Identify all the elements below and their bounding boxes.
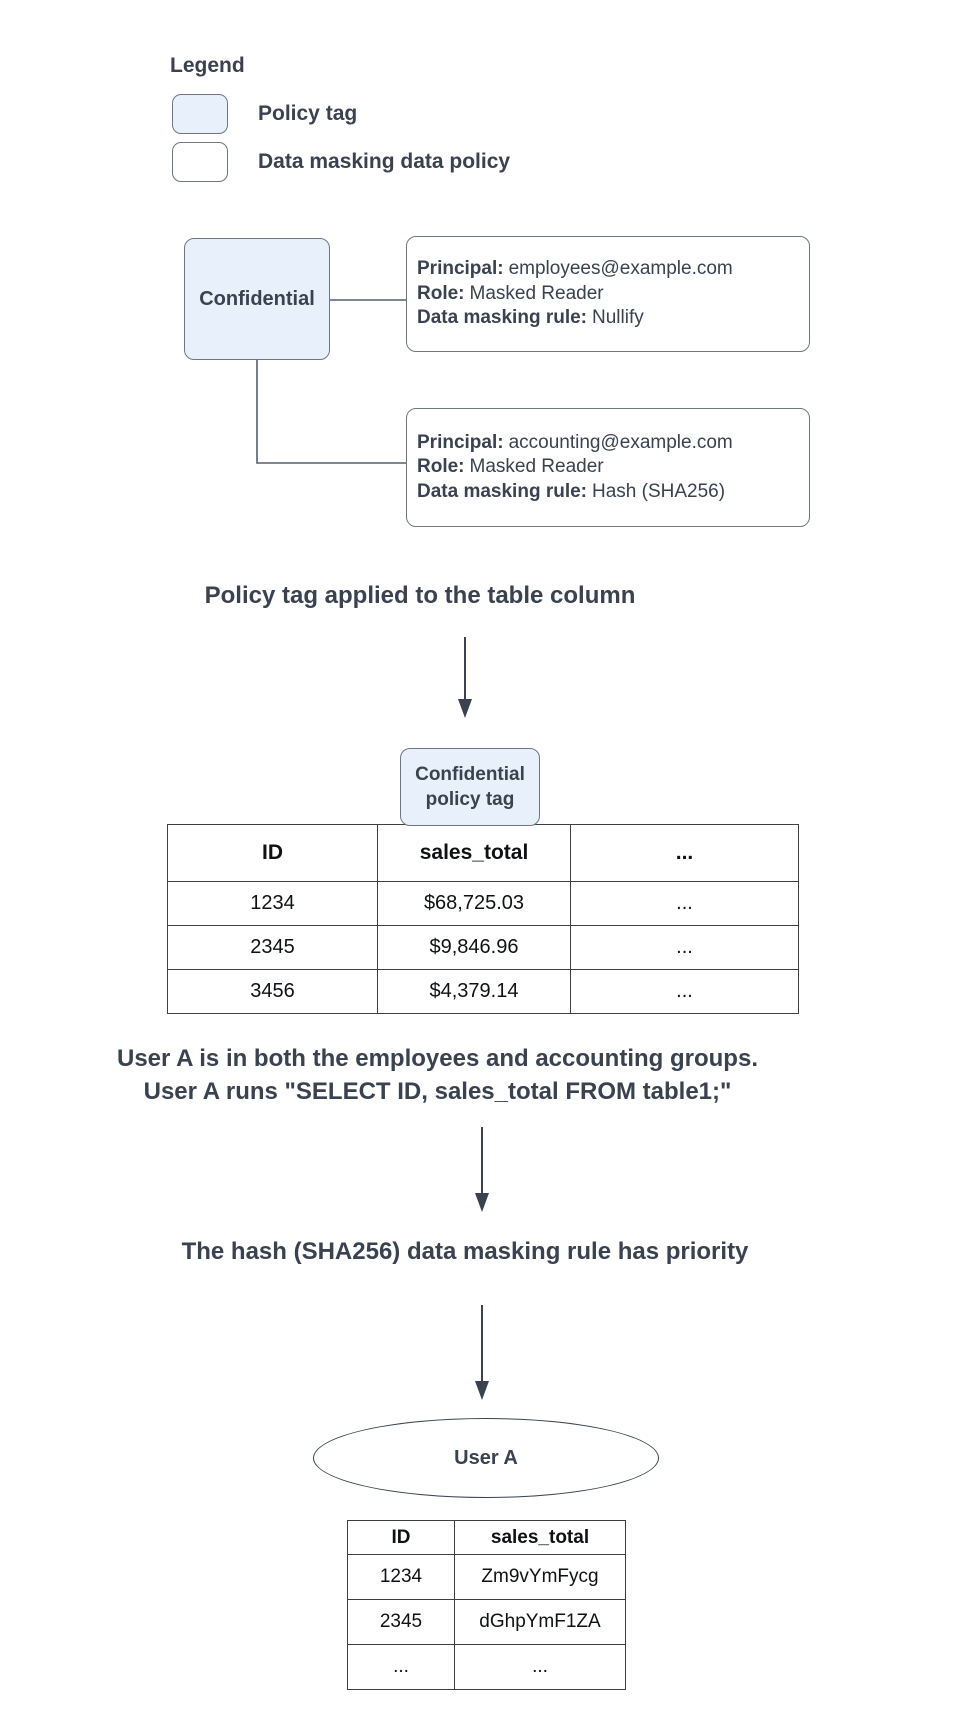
cell: ...	[348, 1645, 455, 1690]
policy-line-rule	[417, 480, 809, 505]
flow-arrow-1-head-icon	[458, 699, 472, 718]
table-row	[348, 1645, 626, 1690]
col-header-id: ID	[168, 825, 378, 882]
role-value: Masked Reader	[469, 456, 604, 478]
cell: $68,725.03	[378, 882, 571, 926]
legend-item-data-policy: Data masking data policy	[258, 150, 511, 173]
cell: ...	[571, 970, 799, 1014]
data-policy-node-employees	[406, 236, 810, 352]
source-table	[167, 824, 799, 1014]
cell: $9,846.96	[378, 926, 571, 970]
column-tag-line2: policy tag	[425, 789, 515, 810]
principal-label: Principal:	[417, 431, 504, 453]
flow-arrow-3-head-icon	[475, 1381, 489, 1400]
rule-label: Data masking rule:	[417, 307, 587, 329]
source-table-header-row	[168, 825, 799, 882]
cell: $4,379.14	[378, 970, 571, 1014]
policy-line-principal	[417, 431, 809, 456]
role-label: Role:	[417, 282, 465, 304]
col-header-more: ...	[571, 825, 799, 882]
heading-rule-priority: The hash (SHA256) data masking rule has priority	[181, 1238, 749, 1265]
flow-arrow-2-head-icon	[475, 1193, 489, 1212]
heading-user-groups-line2: User A runs "SELECT ID, sales_total FROM table1;"	[143, 1078, 732, 1105]
cell: 2345	[168, 926, 378, 970]
rule-value: Nullify	[592, 307, 644, 329]
legend-item-policy-tag: Policy tag	[258, 102, 358, 125]
column-policy-tag	[400, 748, 540, 826]
cell: 1234	[168, 882, 378, 926]
policy-line-rule	[417, 306, 809, 331]
rule-label: Data masking rule:	[417, 480, 587, 502]
cell: 3456	[168, 970, 378, 1014]
role-value: Masked Reader	[469, 282, 604, 304]
data-policy-swatch-icon	[172, 142, 228, 182]
policy-tag-label: Confidential	[199, 287, 315, 310]
cell: ...	[571, 882, 799, 926]
policy-tag-node	[184, 238, 330, 360]
heading-user-groups-line1: User A is in both the employees and accounting groups.	[117, 1045, 758, 1072]
table-row	[168, 926, 799, 970]
principal-value: accounting@example.com	[508, 431, 733, 453]
column-tag-line1: Confidential	[415, 764, 525, 785]
cell: ...	[455, 1645, 626, 1690]
cell: Zm9vYmFycg	[455, 1555, 626, 1600]
result-table	[347, 1520, 626, 1690]
col-header-sales-total: sales_total	[455, 1521, 626, 1555]
cell: dGhpYmF1ZA	[455, 1600, 626, 1645]
heading-user-groups	[0, 1042, 875, 1108]
col-header-sales-total: sales_total	[378, 825, 571, 882]
rule-value: Hash (SHA256)	[592, 480, 726, 502]
cell: 2345	[348, 1600, 455, 1645]
policy-line-principal	[417, 257, 809, 282]
user-a-label: User A	[454, 1446, 518, 1469]
data-policy-node-accounting	[406, 408, 810, 527]
policy-line-role	[417, 282, 809, 307]
cell: 1234	[348, 1555, 455, 1600]
user-a-node	[313, 1418, 659, 1498]
col-header-id: ID	[348, 1521, 455, 1555]
connector-tag-to-policy2	[257, 360, 406, 463]
table-row	[168, 882, 799, 926]
table-row	[348, 1555, 626, 1600]
legend-title: Legend	[170, 54, 245, 77]
principal-label: Principal:	[417, 258, 504, 280]
heading-policy-tag-applied: Policy tag applied to the table column	[204, 582, 636, 609]
principal-value: employees@example.com	[508, 258, 733, 280]
cell: ...	[571, 926, 799, 970]
result-table-header-row	[348, 1521, 626, 1555]
policy-tag-swatch-icon	[172, 94, 228, 134]
role-label: Role:	[417, 456, 465, 478]
table-row	[168, 970, 799, 1014]
table-row	[348, 1600, 626, 1645]
policy-line-role	[417, 455, 809, 480]
